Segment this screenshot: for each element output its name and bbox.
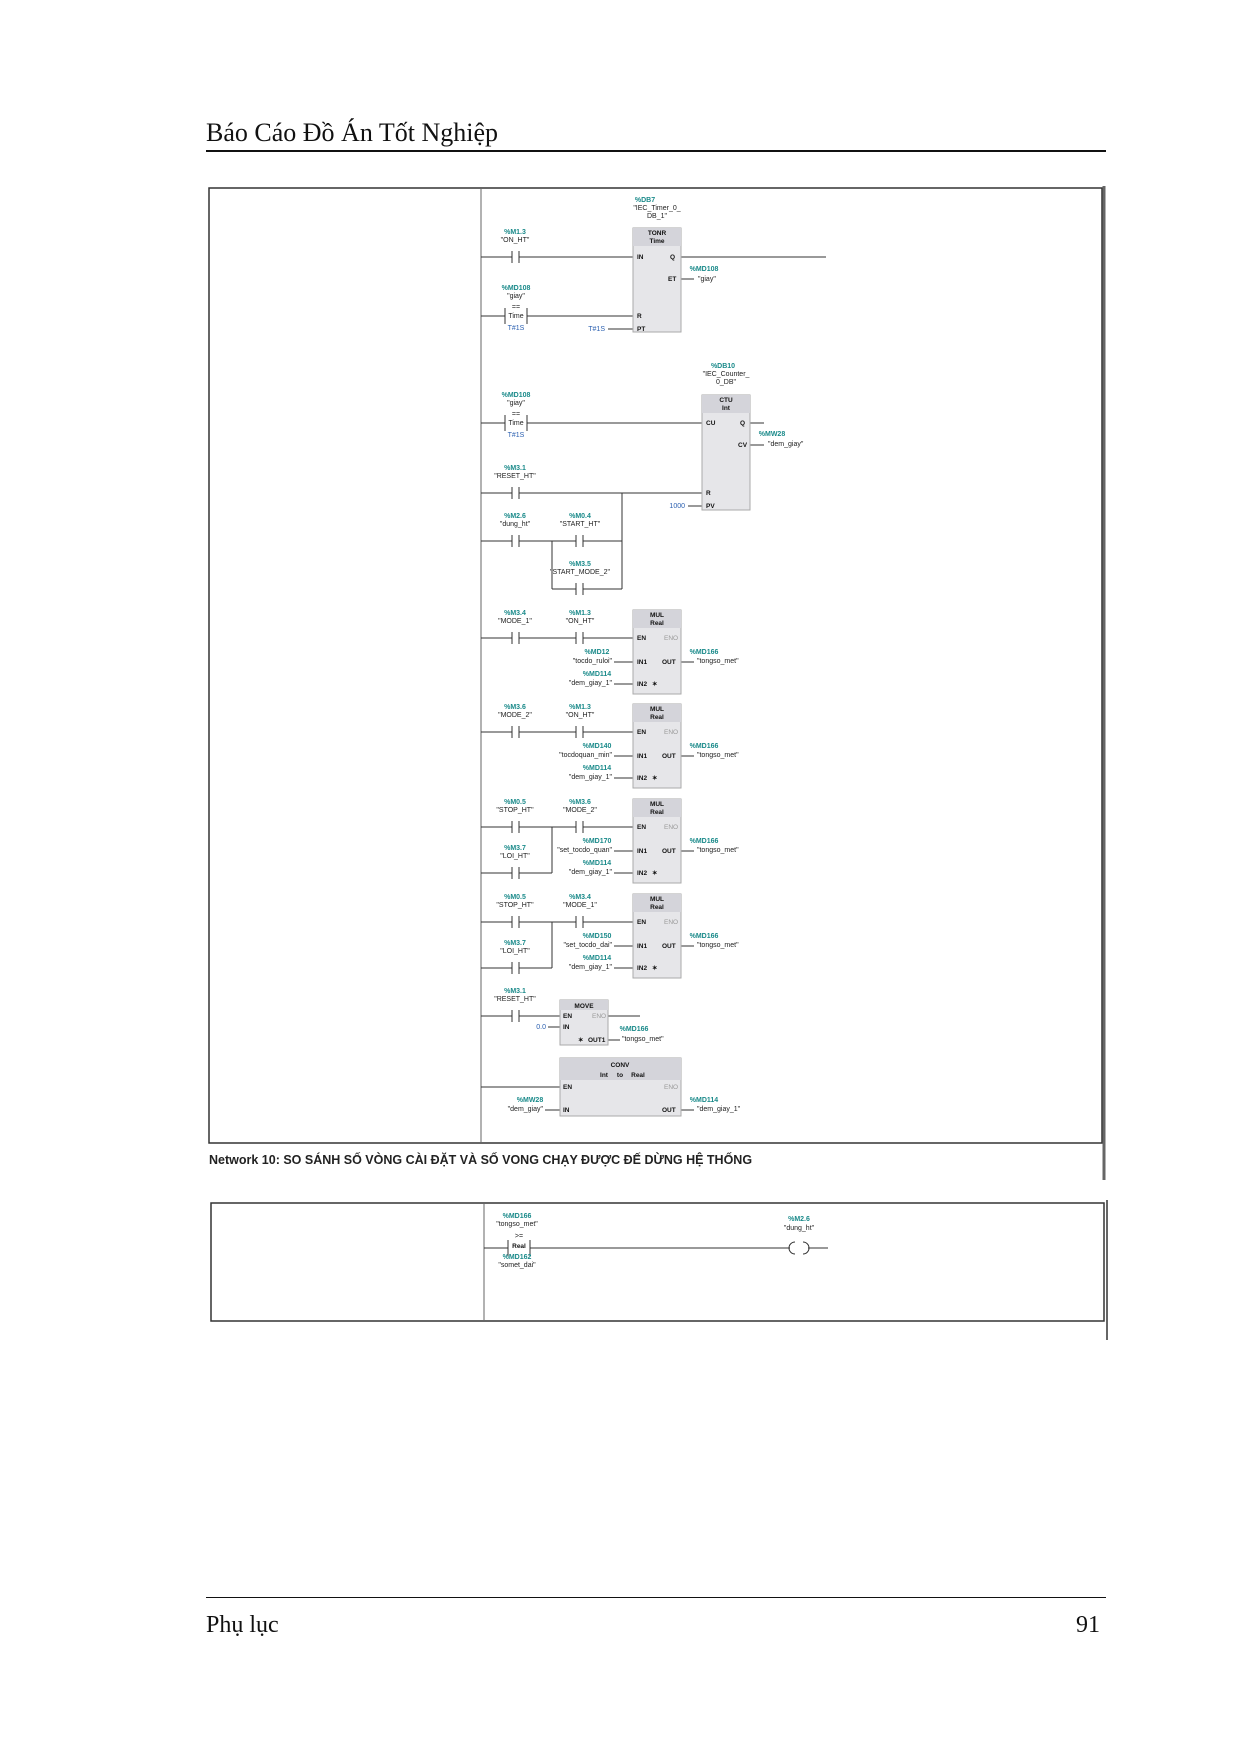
ladder-label: ENO [664, 729, 679, 736]
ladder-label: %MD166 [619, 1026, 649, 1033]
ladder-label: ✶ [652, 870, 658, 877]
ladder-label: CU [706, 420, 716, 427]
timer-name2: DB_1" [647, 213, 667, 220]
ladder-label: IN [563, 1024, 570, 1031]
ladder-label: %M2.6 [504, 513, 526, 520]
ladder-label: %M0.5 [504, 799, 526, 806]
ladder-label: IN1 [637, 943, 648, 950]
ladder-label: %MD166 [502, 1213, 532, 1220]
ladder-label: ENO [592, 1013, 607, 1020]
ladder-label: Real [512, 1243, 526, 1250]
ladder-label: Time [508, 420, 524, 427]
ladder-label: %MD114 [689, 1097, 719, 1104]
ladder-label: IN1 [637, 753, 648, 760]
ladder-label: Time [508, 313, 524, 320]
ladder-label: "tongso_met" [697, 847, 739, 854]
network10-title: Network 10: SO SÁNH SỐ VÒNG CÀI ĐẶT VÀ SỐ VONG CHẠY ĐƯỢC ĐẾ DỪNG HỆ THỐNG [209, 1153, 753, 1167]
ladder-label: %M3.5 [569, 561, 591, 568]
ladder-label: OUT [662, 753, 676, 760]
ladder-label: %MD162 [502, 1254, 532, 1261]
ladder-label: MUL [649, 801, 665, 808]
ladder-label: "tocdoquan_min" [559, 752, 612, 759]
ladder-label: %M0.5 [504, 894, 526, 901]
ladder-label: T#1S [507, 325, 525, 332]
page-number: 91 [1076, 1612, 1100, 1638]
ladder-label: %M0.4 [569, 513, 591, 520]
ladder-label: "dem_giay_1" [568, 869, 612, 876]
ladder-label: %M3.4 [504, 610, 526, 617]
ladder-label: %M3.4 [569, 894, 591, 901]
ladder-label: "MODE_1" [498, 618, 532, 625]
ladder-label: Q [670, 254, 676, 261]
ladder-label: EN [637, 919, 647, 926]
ladder-label: CTU [719, 397, 733, 404]
ladder-label: 0_DB" [716, 379, 736, 386]
ladder-label: >= [514, 1233, 524, 1240]
ladder-label: OUT1 [588, 1037, 606, 1044]
ladder-label: %MD166 [689, 838, 719, 845]
ladder-label: T#1S [507, 432, 525, 439]
network10-frame [211, 1203, 1104, 1321]
ladder-label: MOVE [574, 1003, 594, 1010]
ladder-label: "tongso_met" [697, 752, 739, 759]
ladder-label: %MD166 [689, 743, 719, 750]
ladder-label: IN2 [637, 965, 648, 972]
ladder-label: "somet_dai" [498, 1262, 536, 1269]
ladder-label: IN [637, 254, 644, 261]
timer-type: TONR [647, 230, 667, 237]
ladder-label: PV [706, 503, 715, 510]
ladder-label: "MODE_1" [563, 902, 597, 909]
ladder-label: OUT [662, 659, 676, 666]
ladder-label: Real [650, 904, 664, 911]
ladder-label: "STOP_HT" [496, 902, 534, 909]
ladder-label: "dem_giay" [768, 441, 804, 448]
ladder-label: Real [650, 620, 664, 627]
ladder-label: ✶ [578, 1037, 584, 1044]
ladder-label: "dung_ht" [499, 521, 531, 528]
ladder-label: == [511, 304, 521, 311]
ladder-label: %MD140 [582, 743, 612, 750]
ladder-label: "giay" [507, 293, 525, 300]
ladder-label: ✶ [652, 681, 658, 688]
ladder-label: "dem_giay_1" [568, 774, 612, 781]
ladder-label: %MD108 [689, 266, 719, 273]
ladder-label: %M3.7 [504, 940, 526, 947]
ladder-label: IN2 [637, 775, 648, 782]
ladder-label: MUL [649, 896, 665, 903]
ladder-label: MUL [649, 612, 665, 619]
ladder-label: Real [650, 809, 664, 816]
ladder-label: EN [637, 824, 647, 831]
ladder-label: to [616, 1072, 624, 1079]
ladder-label: "tongso_met" [622, 1036, 664, 1043]
ladder-label: IN2 [637, 681, 648, 688]
ladder-label: %MD166 [689, 649, 719, 656]
ladder-label: "MODE_2" [498, 712, 532, 719]
ladder-label: "RESET_HT" [494, 996, 536, 1003]
ladder-label: "LOI_HT" [500, 948, 530, 955]
ladder-label: == [511, 411, 521, 418]
ladder-label: "set_tocdo_dai" [563, 942, 612, 949]
ladder-label: %MD12 [584, 649, 610, 656]
ladder-label: 0.0 [536, 1024, 546, 1031]
ladder-label: Int [600, 1072, 608, 1079]
ladder-label: "LOI_HT" [500, 853, 530, 860]
ladder-label: R [637, 313, 642, 320]
ladder-label: %MD166 [689, 933, 719, 940]
ladder-label: IN1 [637, 659, 648, 666]
ladder-label: %MD114 [582, 671, 612, 678]
ladder-label: %M2.6 [788, 1216, 810, 1223]
footer-left: Phụ lục [206, 1612, 279, 1638]
timer-db: %DB7 [634, 197, 656, 204]
ladder-label: %M1.3 [569, 610, 591, 617]
ladder-label: %MD114 [582, 860, 612, 867]
ladder-label: "giay" [507, 400, 525, 407]
ladder-label: "START_MODE_2" [550, 569, 610, 576]
ladder-label: %M3.6 [504, 704, 526, 711]
ladder-label: OUT [662, 1107, 676, 1114]
ladder-label: CONV [610, 1062, 630, 1069]
ladder-label: "tongso_met" [697, 658, 739, 665]
ladder-label: "RESET_HT" [494, 473, 536, 480]
ladder-label: %MD114 [582, 765, 612, 772]
ladder-label: ENO [664, 635, 679, 642]
ladder-label: ENO [664, 1084, 679, 1091]
ladder-label: "tocdo_ruloi" [572, 658, 612, 665]
ladder-label: %M1.3 [504, 229, 526, 236]
ladder-label: "dung_ht" [783, 1225, 815, 1232]
ladder-label: %DB10 [710, 363, 736, 370]
ladder-label: ENO [664, 824, 679, 831]
ladder-label: "ON_HT" [500, 237, 530, 244]
ladder-label: Real [650, 714, 664, 721]
ladder-label: EN [563, 1013, 573, 1020]
ladder-label: Int [722, 405, 730, 412]
ladder-label: "tongso_met" [697, 942, 739, 949]
ladder-label: ET [668, 276, 677, 283]
ladder-label: "MODE_2" [563, 807, 597, 814]
ladder-label: "tongso_met" [496, 1221, 538, 1228]
ladder-label: OUT [662, 848, 676, 855]
ladder-label: %M3.1 [504, 465, 526, 472]
timer-subtype: Time [649, 238, 665, 245]
ladder-label: R [706, 490, 711, 497]
ladder-label: CV [738, 442, 748, 449]
ladder-label: EN [637, 635, 647, 642]
ladder-label: OUT [662, 943, 676, 950]
ladder-label: %MD108 [501, 285, 531, 292]
ladder-label: "IEC_Counter_ [702, 371, 750, 378]
ladder-label: %M3.1 [504, 988, 526, 995]
ladder-label: IN [563, 1107, 570, 1114]
ladder-label: %M3.7 [504, 845, 526, 852]
ladder-label: IN2 [637, 870, 648, 877]
ladder-label: "dem_giay_1" [697, 1106, 741, 1113]
ladder-label: "START_HT" [559, 521, 601, 528]
ladder-label: "set_tocdo_quan" [557, 847, 612, 854]
ladder-label: %MD108 [501, 392, 531, 399]
ladder-label: "dem_giay_1" [568, 680, 612, 687]
ladder-label: "dem_giay" [507, 1106, 543, 1113]
ladder-label: PT [637, 326, 646, 333]
ladder-label: %M1.3 [569, 704, 591, 711]
ladder-label: T#1S [588, 326, 605, 333]
ladder-label: ✶ [652, 775, 658, 782]
page-header: Báo Cáo Đồ Án Tốt Nghiệp [206, 118, 498, 147]
ladder-label: "giay" [698, 276, 716, 283]
ladder-label: MUL [649, 706, 665, 713]
ladder-label: ✶ [652, 965, 658, 972]
ladder-label: %MW28 [758, 431, 786, 438]
ladder-label: EN [637, 729, 647, 736]
ladder-label: "STOP_HT" [496, 807, 534, 814]
ladder-label: ENO [664, 919, 679, 926]
ladder-label: %MD114 [582, 955, 612, 962]
ladder-label: %MD170 [582, 838, 612, 845]
ladder-label: %M3.6 [569, 799, 591, 806]
ladder-label: IN1 [637, 848, 648, 855]
ladder-label: Real [631, 1072, 645, 1079]
ladder-label: EN [563, 1084, 573, 1091]
ladder-label: "ON_HT" [565, 618, 595, 625]
ladder-label: "ON_HT" [565, 712, 595, 719]
ladder-label: 1000 [669, 503, 685, 510]
ladder-label: Q [740, 420, 746, 427]
footer-rule [206, 1597, 1106, 1598]
timer-name1: "IEC_Timer_0_ [633, 205, 681, 212]
ladder-label: %MD150 [582, 933, 612, 940]
ladder-label: "dem_giay_1" [568, 964, 612, 971]
ladder-label: %MW28 [516, 1097, 544, 1104]
